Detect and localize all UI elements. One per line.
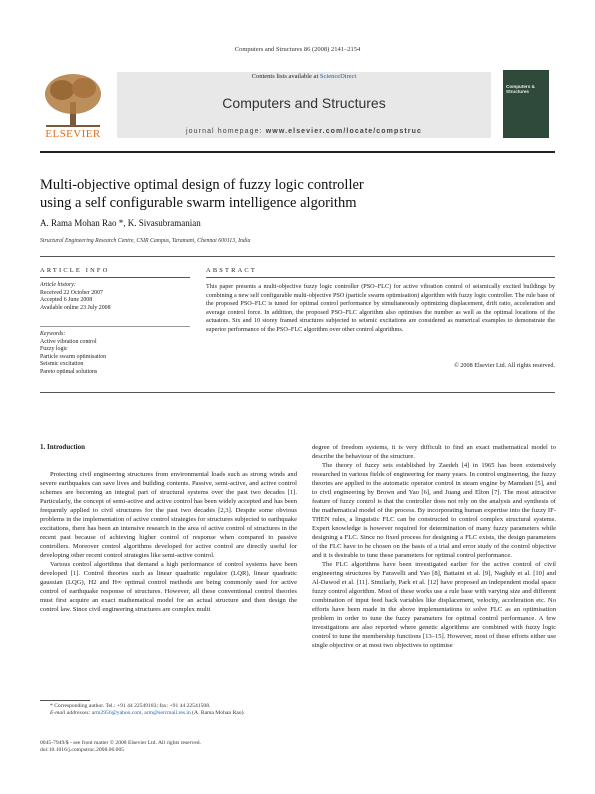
keyword: Seismic excitation [40,361,84,368]
journal-cover-thumbnail [503,70,549,138]
doi-line[interactable]: doi:10.1016/j.compstruc.2008.06.005 [40,747,125,754]
abstract-heading: ABSTRACT [206,267,257,274]
title-rule [40,256,555,257]
publisher-logo-text: ELSEVIER [45,128,101,140]
authors: A. Rama Mohan Rao *, K. Sivasubramanian [40,218,201,228]
homepage-prefix: journal homepage: [186,128,266,135]
right-column [312,443,556,650]
abstract-text: This paper presents a multi-objective fuzzy logic controller (PSO–FLC) for active vibration control of seismically excited buildings by combining a new self configurable multi-objective PSO (particle swarm optimisation) algorithm with fuzzy logic controller. The rule base of the proposed PSO–FLC is tuned for optimal control performance by simultaneously optimizing displacement, drift ratio, acceleration and average control force. In addition, the proposed PSO–FLC algorithm also optimises the number as well as the optimal locations of the actuators. Six and 10 storey framed structures subjected to seismic excitations are considered as numerical examples to demonstrate the superior performance of the PSO–FLC algorithm over other control algorithms. [206,283,555,333]
left-column [40,443,297,614]
homepage-url[interactable]: www.elsevier.com/locate/compstruc [265,128,422,135]
paragraph: The FLC algorithms have been investigated earlier for the active control of civil engineering structures by Faravelli and Yao [8], Battaini et al. [9], Naghdy et al. [10] and Al-Dawod et al. [11]. Similarly, Park et al. [12] have proposed an independent modal space fuzzy control algorithm. Most of these works use a rule base with varying size and different combination of input feed back variables like displacement, velocity, acceleration etc. No efforts have been made in the above implementations to solve FLC as an optimisation problem in order to tune the fuzzy parameters for optimal control performance. A few investigations are also reported where genetic algorithms are combined with fuzzy logic control to tune the membership functions [13–15]. However, most of these efforts either use single objective or at most two objectives to optimise [312,561,556,649]
footnote-rule [40,700,90,701]
footnote [40,703,297,717]
email-link[interactable]: arm2956@yahoo.com [91,710,142,717]
copyright: © 2008 Elsevier Ltd. All rights reserved. [454,362,555,369]
email-label: E-mail addresses: [50,710,92,717]
paragraph: Various control algorithms that demand a high performance of control systems have been developed [1]. Control theories such as linear quadratic regulator (LQR), linear quadratic gaussian (LQG), H2 and H∞ optimal control methods are being commonly used for active control of earthquake response of structures. However, all these conventional control theories must first acquire an exact mathematical model for an actual structure and then design the control law. Since civil engineering structures are complex multi [40,561,297,613]
keywords [40,331,190,377]
keyword: Particle swarm optimisation [40,353,107,360]
header-rule [40,151,555,153]
accepted-date: Accepted 6 June 2008 [40,297,93,304]
email-suffix: (A. Rama Mohan Rao). [190,710,245,717]
running-head: Computers and Structures 86 (2008) 2141–2154 [234,46,361,53]
paper-title [40,176,540,212]
journal-homepage [117,128,491,135]
corresponding-author: * Corresponding author. Tel.: +91 44 22549183; fax: +91 44 22541508. [50,703,211,709]
front-matter [40,740,340,754]
title-line-1: Multi-objective optimal design of fuzzy logic controller [40,177,364,193]
history-label: Article history: [40,282,76,288]
title-line-2: using a self configurable swarm intelligence algorithm [40,195,357,211]
issn-line: 0045-7949/$ - see front matter © 2008 Elsevier Ltd. All rights reserved. [40,740,201,746]
keywords-rule [40,326,190,327]
contents-line [117,73,491,80]
cover-title: Computers & Structures [506,84,535,94]
keyword: Active vibration control [40,338,97,345]
section-heading: 1. Introduction [40,443,85,451]
paragraph: Protecting civil engineering structures from environmental loads such as strong winds and severe earthquakes can save lives and building contents. Passive, semi-active, and active control schemes are becoming an integral part of structural systems over the past two decades [1]. Particularly, the concept of semi-active and active control has been widely accepted and has been frequently applied to civil structures for the past two decades [2,3]. Despite some obvious problems in the implementation of active control strategies for structures subjected to earthquake excitations, there has been an intensive research in the area of active control of structures in the recent past because of achieving higher control of response when compared to passive controllers. Moreover control algorithms developed for active control are directly useful for developing other recent control strategies like semi-active control. [40,471,297,559]
journal-title: Computers and Structures [222,95,386,111]
sciencedirect-link[interactable]: ScienceDirect [319,73,357,80]
email-link[interactable]: arm@sercmail.res.in [144,710,191,717]
received-date: Received 22 October 2007 [40,289,103,296]
paragraph: The theory of fuzzy sets established by Zaedeh [4] in 1965 has been extensively researched in various fields of engineering for many years. In control engineering, the fuzzy theories are applied to the automatic operator control in steam engine by Mamdani [5], and to civil engineering by Brown and Yao [6], and Juang and Elton [7]. The most attractive feature of fuzzy control is that the controller does not rely on the analysis and synthesis of the mathematical model of the process. By incorporating human expertise into the fuzzy IF-THEN rules, a linguistic FLC can be constructed to control complex structural systems. Expert knowledge is however required for determination of many fuzzy parameters while designing a FLC. Since no fixed process for designing a FLC exists, the design parameters of the FLC have to be chosen on the basis of a trial and error study of the control objective and it is desirable to tune these parameters for optimal control performance. [312,462,556,559]
body-rule [40,392,555,393]
article-info-heading: ARTICLE INFO [40,267,110,274]
keywords-label: Keywords: [40,331,66,337]
keyword: Fuzzy logic [40,346,68,353]
contents-prefix: Contents lists available at [251,73,320,80]
email-line: E-mail addresses: arm2956@yahoo.com, arm@sercmail.res.in (A. Rama Mohan Rao). [50,710,245,717]
affiliation: Structural Engineering Research Centre, CSIR Campus, Taramani, Chennai 600113, India [40,238,251,244]
article-info-rule [40,277,190,278]
paragraph: degree of freedom systems, it is very difficult to find an exact mathematical model to describe the behaviour of the structure. [312,444,556,460]
keyword: Pareto optimal solutions [40,368,98,375]
abstract-rule [206,277,555,278]
online-date: Available online 23 July 2008 [40,304,111,311]
article-history [40,282,190,312]
